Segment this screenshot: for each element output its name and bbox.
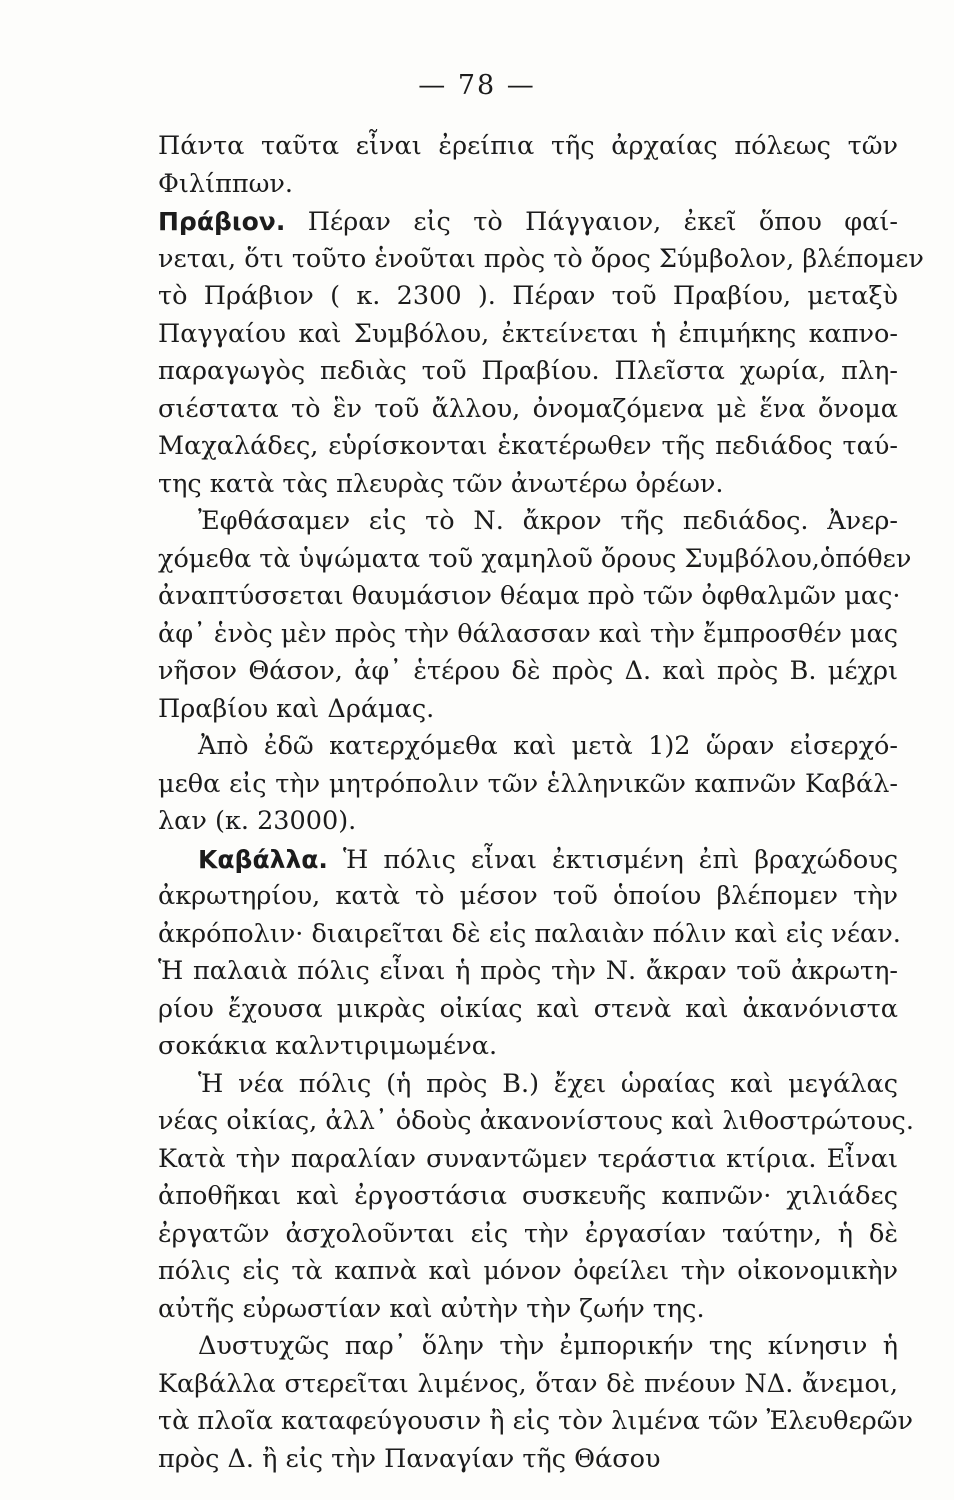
- line-text: Πραβίου καὶ Δράμας.: [158, 693, 435, 724]
- text-line: [158, 541, 912, 579]
- line-text: Ἡ πόλις εἶναι ἐκτισμένη ἐπὶ βραχώδους: [343, 844, 898, 875]
- text-line: [158, 316, 898, 354]
- line-text: Πάντα ταῦτα εἶναι ἐρείπια τῆς ἀρχαίας πόλεως τῶν: [158, 131, 898, 161]
- line-text: πρὸς Δ. ἢ εἰς τὴν Παναγίαν τῆς Θάσου: [158, 1443, 661, 1474]
- line-text: ἀκρόπολιν· διαιρεῖται δὲ εἰς παλαιὰν πόλιν καὶ εἰς νέαν.: [158, 918, 901, 949]
- text-line: [158, 1328, 898, 1366]
- line-text: αὐτῆς εὐρωστίαν καὶ αὐτὴν τὴν ζωήν της.: [158, 1293, 705, 1324]
- text-line: [158, 166, 898, 204]
- line-text: Φιλίππων.: [158, 168, 293, 199]
- text-line: [158, 203, 898, 241]
- line-text: νῆσον Θάσον, ἀφ᾽ ἑτέρου δὲ πρὸς Δ. καὶ πρὸς Β. μέχρι: [158, 656, 898, 686]
- line-text: νεται, ὅτι τοῦτο ἑνοῦται πρὸς τὸ ὄρος Σύμβολον, βλέπομεν: [158, 243, 924, 274]
- line-text: λαν (κ. 23000).: [158, 806, 357, 836]
- line-text: Πέραν εἰς τὸ Πάγγαιον, ἐκεῖ ὅπου φαί-: [307, 207, 898, 237]
- text-line: [158, 878, 898, 916]
- section-heading-pravion: Πράβιον.: [158, 207, 286, 236]
- text-line: [158, 1103, 914, 1141]
- text-line: [158, 691, 898, 729]
- line-text: ρίου ἔχουσα μικρὰς οἰκίας καὶ στενὰ καὶ ἀκανόνιστα: [158, 993, 898, 1024]
- text-line: [158, 1366, 898, 1404]
- text-line: [158, 803, 898, 841]
- line-text: Καβάλλα στερεῖται λιμένος, ὅταν δὲ πνέουν ΝΔ. ἄνεμοι,: [158, 1368, 898, 1399]
- line-text: ἀκρωτηρίου, κατὰ τὸ μέσον τοῦ ὁποίου βλέπομεν τὴν: [158, 881, 898, 911]
- line-text: Ἀπὸ ἐδῶ κατερχόμεθα καὶ μετὰ 1)2 ὥραν εἰσερχό-: [198, 731, 898, 761]
- text-line: [158, 841, 898, 879]
- text-line: [158, 916, 901, 954]
- line-text: σοκάκια καλντιριμωμένα.: [158, 1031, 498, 1061]
- text-line: [158, 241, 924, 279]
- text-line: [158, 1291, 898, 1329]
- body-text: [158, 128, 924, 1478]
- text-line: [158, 1403, 913, 1441]
- text-line: [158, 278, 898, 316]
- line-text: Ἡ παλαιὰ πόλις εἶναι ἡ πρὸς τὴν Ν. ἄκραν τοῦ ἀκρωτη-: [158, 956, 898, 986]
- text-line: [158, 466, 898, 504]
- text-line: [158, 503, 898, 541]
- line-text: Μαχαλάδες, εὑρίσκονται ἑκατέρωθεν τῆς πεδιάδος ταύ-: [158, 431, 898, 461]
- line-text: Κατὰ τὴν παραλίαν συναντῶμεν τεράστια κτίρια. Εἶναι: [158, 1143, 898, 1174]
- line-text: ἀναπτύσσεται θαυμάσιον θέαμα πρὸ τῶν ὀφθαλμῶν μας·: [158, 581, 901, 611]
- text-line: [158, 428, 898, 466]
- line-text: νέας οἰκίας, ἀλλ᾽ ὁδοὺς ἀκανονίστους καὶ λιθοστρώτους.: [158, 1106, 914, 1136]
- text-line: [158, 1066, 898, 1104]
- line-text: της κατὰ τὰς πλευρὰς τῶν ἀνωτέρω ὀρέων.: [158, 468, 724, 499]
- text-line: [158, 391, 898, 429]
- line-text: σιέστατα τὸ ἓν τοῦ ἄλλου, ὀνομαζόμενα μὲ ἕνα ὄνομα: [158, 393, 898, 424]
- line-text: Ἡ νέα πόλις (ἡ πρὸς Β.) ἔχει ὡραίας καὶ μεγάλας: [198, 1068, 898, 1099]
- text-line: [158, 653, 898, 691]
- text-line: [158, 991, 898, 1029]
- text-line: [158, 1216, 898, 1254]
- line-text: τὸ Πράβιον ( κ. 2300 ). Πέραν τοῦ Πραβίου, μεταξὺ: [158, 281, 898, 311]
- line-text: μεθα εἰς τὴν μητρόπολιν τῶν ἑλληνικῶν καπνῶν Καβάλ-: [158, 768, 898, 799]
- text-line: [158, 1141, 898, 1179]
- text-line: [158, 728, 898, 766]
- text-line: [158, 616, 898, 654]
- text-line: [158, 1028, 898, 1066]
- text-line: [158, 766, 898, 804]
- line-text: ἀποθῆκαι καὶ ἐργοστάσια συσκευῆς καπνῶν· χιλιάδες: [158, 1181, 898, 1211]
- line-text: Ἐφθάσαμεν εἰς τὸ Ν. ἄκρον τῆς πεδιάδος. Ἀνερ-: [198, 506, 898, 536]
- text-line: [158, 1253, 898, 1291]
- line-text: παραγωγὸς πεδιὰς τοῦ Πραβίου. Πλεῖστα χωρία, πλη-: [158, 356, 898, 386]
- line-text: ἐργατῶν ἀσχολοῦνται εἰς τὴν ἐργασίαν ταύτην, ἡ δὲ: [158, 1218, 898, 1249]
- text-line: [158, 953, 898, 991]
- page-number: — 78 —: [418, 70, 536, 101]
- text-line: [158, 128, 898, 166]
- text-line: [158, 1441, 898, 1479]
- section-heading-kavala: Καβάλλα.: [198, 844, 328, 874]
- line-text: Δυστυχῶς παρ᾽ ὅλην τὴν ἐμπορικήν της κίνησιν ἡ: [198, 1331, 898, 1361]
- text-line: [158, 1178, 898, 1216]
- text-line: [158, 578, 901, 616]
- line-text: Παγγαίου καὶ Συμβόλου, ἐκτείνεται ἡ ἐπιμήκης καπνο-: [158, 318, 898, 349]
- line-text: τὰ πλοῖα καταφεύγουσιν ἢ εἰς τὸν λιμένα τῶν Ἐλευθερῶν: [158, 1406, 913, 1436]
- text-line: [158, 353, 898, 391]
- line-text: χόμεθα τὰ ὑψώματα τοῦ χαμηλοῦ ὄρους Συμβόλου,ὁπόθεν: [158, 543, 912, 574]
- line-text: πόλις εἰς τὰ καπνὰ καὶ μόνον ὀφείλει τὴν οἰκονομικὴν: [158, 1256, 898, 1286]
- line-text: ἀφ᾽ ἑνὸς μὲν πρὸς τὴν θάλασσαν καὶ τὴν ἔμπροσθέν μας: [158, 618, 899, 649]
